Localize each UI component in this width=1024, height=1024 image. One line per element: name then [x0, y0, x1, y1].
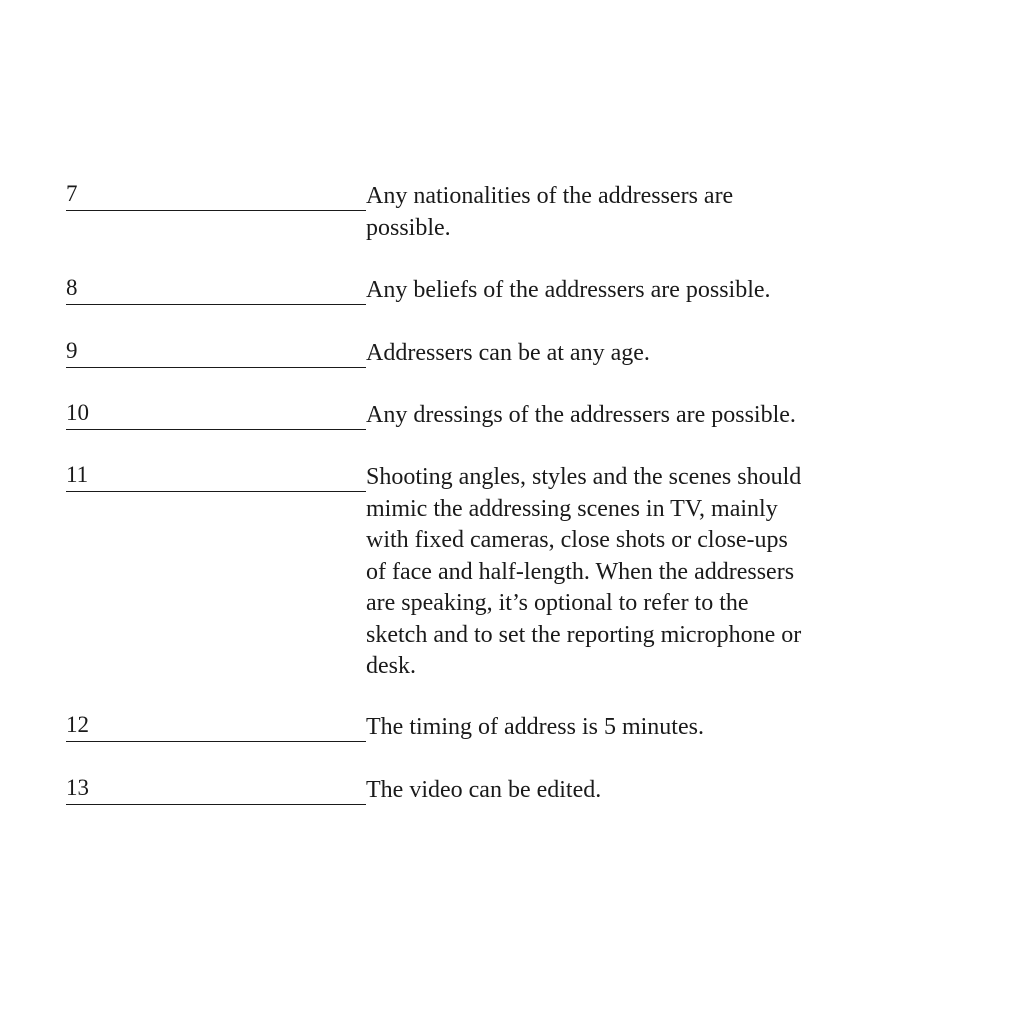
item-number: 8	[66, 275, 78, 300]
item-text: Addressers can be at any age.	[366, 340, 650, 366]
item-number-line	[66, 775, 366, 805]
item-number: 12	[66, 712, 89, 737]
item-text: The timing of address is 5 minutes.	[366, 714, 704, 740]
item-text: Any nationalities of the addressers are possible.	[366, 183, 734, 241]
item-number-line	[66, 338, 366, 368]
item-text: Any dressings of the addressers are possible.	[366, 402, 796, 428]
item-number-line	[66, 462, 366, 492]
item-number-line	[66, 712, 366, 742]
item-number: 13	[66, 775, 89, 800]
item-number: 7	[66, 181, 78, 206]
item-number-line	[66, 275, 366, 305]
item-text: Any beliefs of the addressers are possible.	[366, 277, 771, 303]
item-number: 10	[66, 400, 89, 425]
item-number-line	[66, 400, 366, 430]
item-text: The video can be edited.	[366, 777, 602, 803]
item-number-line	[66, 181, 366, 211]
item-text: Shooting angles, styles and the scenes should mimic the addressing scenes in TV, mainly with fixed cameras, close shots or close-ups of face and half-length. When the addressers are speaking, it’s optional to refer to the sketch and to set the reporting microphone or desk.	[366, 464, 802, 679]
item-number: 11	[66, 462, 89, 487]
item-number: 9	[66, 338, 78, 363]
